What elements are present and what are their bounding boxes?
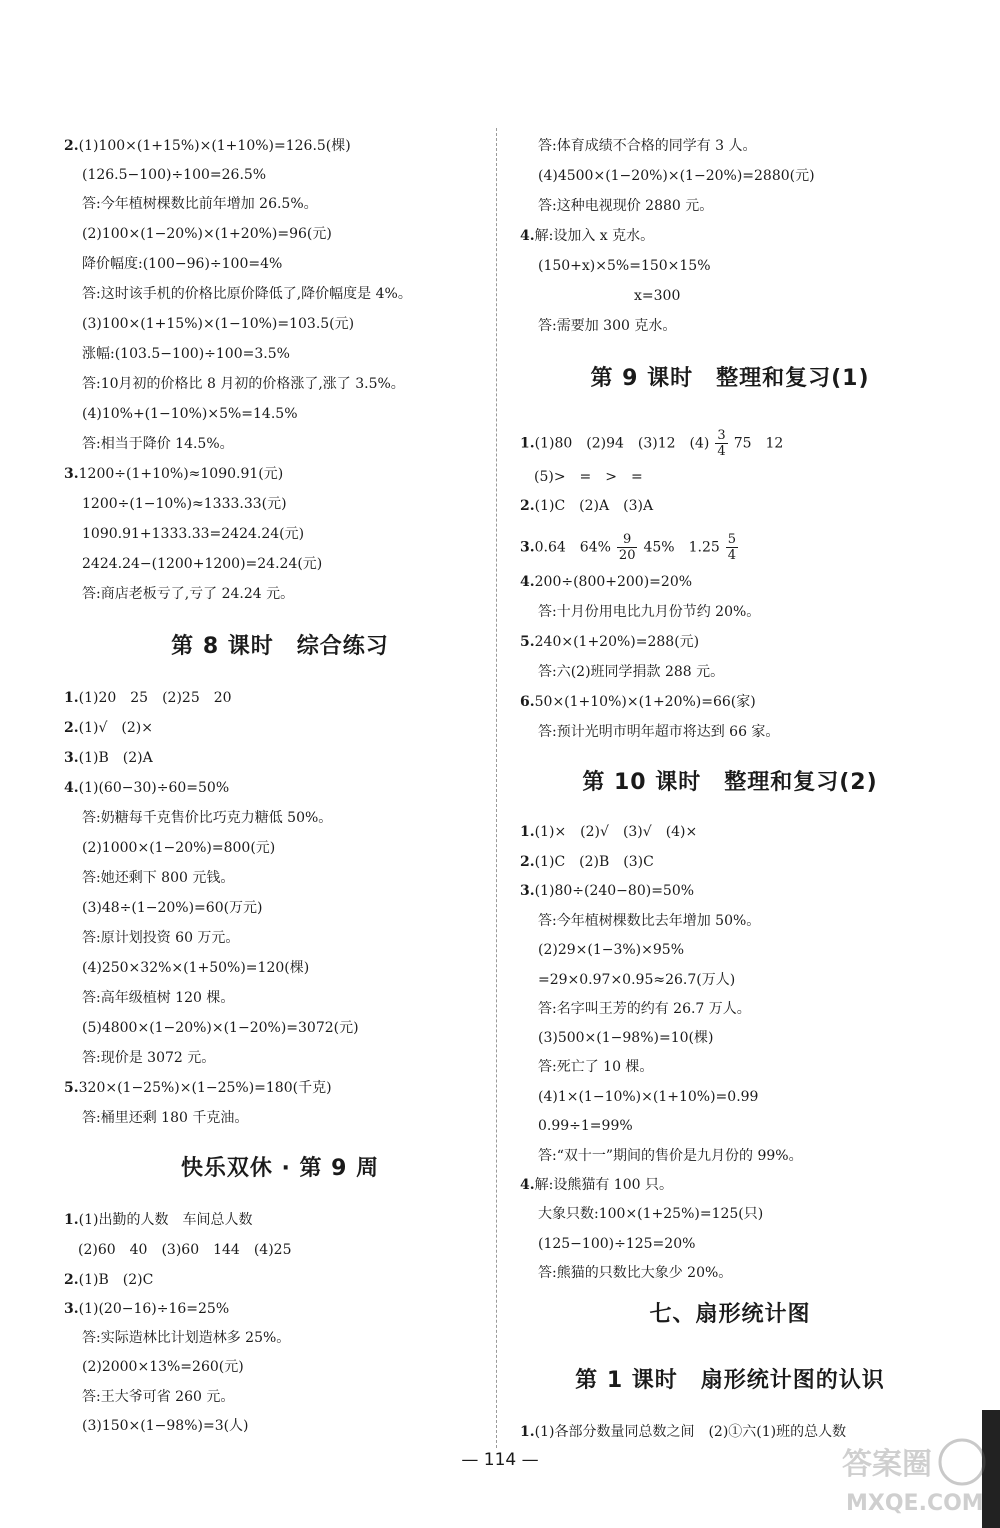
answer-text: (2)2000×13%=260(元) [82,1359,244,1375]
answer-text: 答:10月初的价格比 8 月初的价格涨了,涨了 3.5%。 [82,376,405,392]
fraction: $\frac{9}{20}$ [618,532,636,563]
answer-text: 大象只数:100×(1+25%)=125(只) [538,1206,764,1222]
answer-text: 50×(1+10%)×(1+20%)=66(家) [534,694,756,710]
answer-text: 解:设加入 x 克水。 [534,228,655,244]
answer-line [82,254,282,274]
answer-text-mid: 45% 1.25 [643,539,720,556]
answer-text: (2)60 40 (3)60 144 (4)25 [78,1242,292,1258]
answer-text: 答:这时该手机的价格比原价降低了,降价幅度是 4%。 [82,286,412,302]
question-number: 4. [520,1177,535,1193]
answer-text: 答:这种电视现价 2880 元。 [538,198,714,214]
answer-text: 答:十月份用电比九月份节约 20%。 [538,604,761,620]
answer-line [64,1210,252,1230]
answer-line-r-q3 [520,532,744,563]
answer-text: 答:桶里还剩 180 千克油。 [82,1110,249,1126]
answer-text: 240×(1+20%)=288(元) [534,634,700,650]
answer-line [538,1263,732,1283]
answer-text: (1)B (2)A [78,750,153,766]
answer-line [82,194,318,214]
answer-text: (1)√ (2)× [78,720,153,736]
fraction: $\frac{3}{4}$ [717,428,726,459]
answer-text: 答:今年植树棵数比去年增加 50%。 [538,913,761,929]
answer-line [634,286,680,306]
answer-line [82,898,263,918]
answer-line [82,284,412,304]
answer-line [82,928,239,948]
question-number: 5. [520,634,535,650]
answer-text: 答:相当于降价 14.5%。 [82,436,234,452]
answer-text: 200÷(800+200)=20% [534,574,693,590]
watermark-text: 答案圈 [842,1447,932,1482]
answer-line [82,524,304,544]
answer-line [82,165,266,185]
answer-line [538,662,724,682]
answer-text: 降价幅度:(100−96)÷100=4% [82,256,283,272]
question-number: 4. [64,780,79,796]
answer-line [82,404,298,424]
answer-text: (1)20 25 (2)25 20 [78,690,232,706]
answer-text: (5)> = > = [520,469,643,485]
answer-line [538,196,713,216]
fraction: $\frac{5}{4}$ [727,532,737,563]
answer-line [520,1422,846,1442]
answer-line [82,494,287,514]
question-number: 2. [64,720,79,736]
section-heading: 第 9 课时 整理和复习(1) [590,366,870,391]
section-heading: 七、扇形统计图 [649,1302,811,1327]
answer-line [82,1018,359,1038]
answer-line [538,136,757,156]
answer-text: 答:“双十一”期间的售价是九月份的 99%。 [538,1148,803,1164]
answer-line [82,314,354,334]
answer-text: (1)100×(1+15%)×(1+10%)=126.5(棵) [78,138,351,154]
answer-text: (126.5−100)÷100=26.5% [82,167,267,183]
question-number: 1. [520,435,535,452]
answer-text: 答:今年植树棵数比前年增加 26.5%。 [82,196,318,212]
answer-text: 解:设熊猫有 100 只。 [534,1177,673,1193]
answer-line [520,881,694,901]
answer-text: 涨幅:(103.5−100)÷100=3.5% [82,346,290,362]
answer-line [538,602,760,622]
answer-line [538,1204,763,1224]
answer-line [520,572,692,592]
answer-line [78,1240,291,1260]
answer-line [538,256,711,276]
answer-line [64,464,283,484]
answer-text: 答:实际造林比计划造林多 25%。 [82,1330,291,1346]
answer-line [82,1387,234,1407]
answer-text: (2)29×(1−3%)×95% [538,942,684,958]
answer-text: (125−100)÷125=20% [538,1236,696,1252]
answer-text: (5)4800×(1−20%)×(1−20%)=3072(元) [82,1020,359,1036]
answer-line-r-q1 [520,428,783,459]
answer-line [538,999,751,1019]
answer-text: 答:死亡了 10 棵。 [538,1059,654,1075]
answer-text: (1)80÷(240−80)=50% [534,883,695,899]
answer-text: (2)100×(1−20%)×(1+20%)=96(元) [82,226,332,242]
answer-line [538,1087,758,1107]
answer-text: 答:原计划投资 60 万元。 [82,930,240,946]
answer-line [520,692,756,712]
answer-text: (4)4500×(1−20%)×(1−20%)=2880(元) [538,168,815,184]
answer-text: 1090.91+1333.33=2424.24(元) [82,526,305,542]
answer-line [520,467,643,487]
answer-text: (2)1000×(1−20%)=800(元) [82,840,276,856]
answer-line [82,1048,215,1068]
watermark-logo [834,1422,994,1522]
answer-line [64,136,351,156]
answer-line [82,1108,248,1128]
answer-line [82,434,234,454]
question-number: 5. [64,1080,79,1096]
answer-text: (1)各部分数量同总数之间 (2)①六(1)班的总人数 [534,1424,847,1440]
question-number: 1. [520,1424,535,1440]
column-divider [496,128,497,1448]
answer-text: (4)250×32%×(1+50%)=120(棵) [82,960,310,976]
section-heading: 第 1 课时 扇形统计图的认识 [575,1368,885,1393]
answer-line [538,911,760,931]
answer-line [520,822,697,842]
answer-line [64,1078,332,1098]
answer-line [538,940,684,960]
answer-text: (4)10%+(1−10%)×5%=14.5% [82,406,298,422]
answer-text: (4)1×(1−10%)×(1+10%)=0.99 [538,1089,759,1105]
answer-text: 答:现价是 3072 元。 [82,1050,216,1066]
answer-text: 答:奶糖每千克售价比巧克力糖低 50%。 [82,810,333,826]
question-number: 3. [64,1301,79,1317]
answer-line [82,1416,249,1436]
question-number: 2. [64,138,79,154]
answer-line [64,688,232,708]
answer-text: (1)C (2)B (3)C [534,854,654,870]
answer-line [538,722,779,742]
answer-line [82,224,332,244]
answer-text: 答:熊猫的只数比大象少 20%。 [538,1265,733,1281]
answer-text: 答:王大爷可省 260 元。 [82,1389,235,1405]
page-number: — 114 — [461,1450,539,1470]
answer-line [538,1057,653,1077]
answer-text: (3)100×(1+15%)×(1−10%)=103.5(元) [82,316,355,332]
answer-line [538,1028,713,1048]
answer-line [64,778,229,798]
answer-text: 2424.24−(1200+1200)=24.24(元) [82,556,323,572]
answer-line [538,166,815,186]
answer-text: 0.64 64% [534,539,611,556]
answer-text: 0.99÷1=99% [538,1118,633,1134]
answer-text: (1)出勤的人数 车间总人数 [78,1212,253,1228]
question-number: 4. [520,228,535,244]
answer-text: (3)500×(1−98%)=10(棵) [538,1030,714,1046]
answer-text: 1200÷(1−10%)≈1333.33(元) [82,496,287,512]
answer-line [538,1146,803,1166]
answer-text: 答:高年级植树 120 棵。 [82,990,235,1006]
answer-line [82,374,405,394]
question-number: 3. [64,466,79,482]
answer-line [520,632,699,652]
answer-line [82,808,332,828]
answer-line [82,958,309,978]
answer-text: (1)× (2)√ (3)√ (4)× [534,824,698,840]
answer-text: (1)B (2)C [78,1272,154,1288]
answer-text: 答:预计光明市明年超市将达到 66 家。 [538,724,780,740]
answer-line [64,1299,229,1319]
question-number: 3. [520,539,535,556]
answer-line [82,838,275,858]
answer-line [538,970,735,990]
section-heading: 快乐双休 · 第 9 周 [180,1156,380,1181]
answer-line [538,316,676,336]
answer-line [64,1270,153,1290]
section-heading: 第 10 课时 整理和复习(2) [582,770,878,795]
answer-text: 答:她还剩下 800 元钱。 [82,870,235,886]
answer-line [82,988,234,1008]
answer-line [520,1175,673,1195]
question-number: 4. [520,574,535,590]
answer-text: (1)80 (2)94 (3)12 (4) [534,435,710,452]
answer-text: 答:名字叫王芳的约有 26.7 万人。 [538,1001,751,1017]
answer-line [82,868,234,888]
section-heading: 第 8 课时 综合练习 [171,634,389,659]
answer-line [64,718,153,738]
answer-text: (1)(60−30)÷60=50% [78,780,230,796]
question-number: 1. [520,824,535,840]
answer-line [82,344,290,364]
answer-text: 答:商店老板亏了,亏了 24.24 元。 [82,586,295,602]
answer-line [520,852,654,872]
question-number: 3. [64,750,79,766]
answer-text: (3)150×(1−98%)=3(人) [82,1418,249,1434]
answer-line [520,496,653,516]
watermark-url: MXQE.COM [846,1491,984,1516]
answer-line [82,554,322,574]
question-number: 3. [520,883,535,899]
answer-line [538,1116,633,1136]
answer-text: (1)C (2)A (3)A [534,498,654,514]
answer-line [64,748,153,768]
answer-text: x=300 [634,288,681,304]
answer-text-tail: 75 12 [733,435,784,452]
answer-text: 答:需要加 300 克水。 [538,318,677,334]
answer-line [82,584,294,604]
question-number: 2. [64,1272,79,1288]
question-number: 2. [520,498,535,514]
answer-line [538,1234,695,1254]
question-number: 1. [64,690,79,706]
answer-text: 答:六(2)班同学捐款 288 元。 [538,664,725,680]
answer-text: 答:体育成绩不合格的同学有 3 人。 [538,138,757,154]
answer-line [82,1357,244,1377]
answer-text: =29×0.97×0.95≈26.7(万人) [538,972,736,988]
answer-text: 1200÷(1+10%)≈1090.91(元) [78,466,284,482]
answer-line [520,226,654,246]
answer-text: 320×(1−25%)×(1−25%)=180(千克) [78,1080,332,1096]
answer-text: (150+x)×5%=150×15% [538,258,711,274]
question-number: 2. [520,854,535,870]
question-number: 6. [520,694,535,710]
question-number: 1. [64,1212,79,1228]
answer-text: (3)48÷(1−20%)=60(万元) [82,900,263,916]
answer-line [82,1328,290,1348]
answer-text: (1)(20−16)÷16=25% [78,1301,230,1317]
